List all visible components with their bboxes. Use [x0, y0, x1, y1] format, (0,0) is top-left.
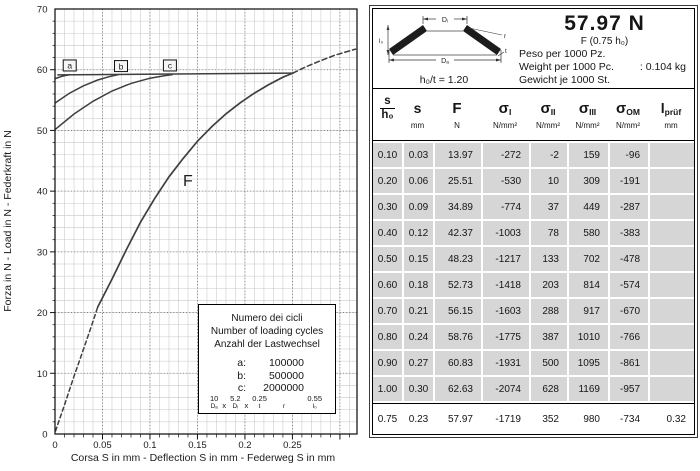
cycle-value: 2000000	[263, 382, 304, 394]
table-cell: 288	[529, 299, 567, 323]
table-cell: 25.51	[433, 169, 481, 193]
weight-value: : 0.104 kg	[639, 61, 686, 73]
table-cell: -670	[608, 299, 648, 323]
x-tick-label: 0	[52, 440, 58, 451]
table-cell: 309	[567, 169, 608, 193]
table-cell: 0.06	[402, 169, 433, 193]
table-cell: 0.15	[402, 247, 433, 271]
symbol: l	[660, 100, 665, 116]
table-cell: 0.12	[402, 221, 433, 245]
left-section-bar	[389, 25, 427, 55]
dimension-column	[307, 395, 322, 410]
table-cell: 814	[567, 273, 608, 297]
y-tick-label: 30	[36, 247, 48, 259]
cycle-marker-label-b: b	[118, 61, 124, 72]
unit-label: mm	[410, 121, 425, 130]
table-cell: 34.89	[433, 195, 481, 219]
y-tick-label: 60	[36, 65, 48, 77]
y-axis-title: Forza in N - Load in N - Federkraft in N	[2, 130, 14, 312]
dimension-column	[230, 395, 240, 410]
arrowhead	[387, 25, 390, 30]
weight-line-en	[515, 61, 694, 74]
table-cell: 980	[567, 404, 608, 435]
cycle-marker-label-c: c	[167, 60, 173, 71]
table-cell: 0.40	[373, 221, 402, 245]
table-cell: -766	[608, 325, 648, 349]
symbol-subscript: I	[508, 107, 512, 117]
arrowhead	[389, 59, 394, 62]
dimension-value: x	[244, 400, 249, 410]
table-cell: -1418	[481, 273, 529, 297]
table-cell: -1003	[481, 221, 529, 245]
table-cell: 0.24	[402, 325, 433, 349]
fraction-denominator: h₀	[381, 108, 394, 121]
table-cell: 0.70	[373, 299, 402, 323]
outer-diameter-label: Dₐ	[441, 58, 449, 65]
arrowhead	[462, 18, 467, 21]
table-cell: 10	[529, 169, 567, 193]
dimension-column	[210, 395, 218, 410]
right-section-bar	[463, 25, 501, 55]
fraction-numerator: s	[380, 96, 394, 109]
table-cell: 0.90	[373, 351, 402, 375]
col-header-s	[402, 89, 433, 130]
table-cell: 0.32	[648, 404, 694, 435]
table-header	[373, 89, 694, 141]
nominal-force-value: 57.97 N	[564, 12, 645, 35]
table-row	[373, 404, 694, 435]
dimension-label: r	[282, 402, 286, 410]
table-cell: -957	[608, 377, 648, 401]
table-cell: 580	[567, 221, 608, 245]
dimension-value: 0.55	[307, 393, 322, 403]
table-cell: 1169	[567, 377, 608, 401]
table-cell: -96	[608, 143, 648, 167]
loading-cycles-legend	[198, 304, 336, 414]
table-cell: 702	[567, 247, 608, 271]
dimension-value: 0.25	[252, 393, 267, 403]
cycle-value: 100000	[268, 357, 304, 369]
table-cell: 0.10	[373, 143, 402, 167]
weight-line-de	[515, 74, 694, 87]
table-cell: 52.73	[433, 273, 481, 297]
table-cell: 0.75	[373, 404, 402, 435]
dimension-label: l₀	[312, 402, 317, 410]
table-cell	[648, 195, 694, 219]
col-header-F	[433, 89, 481, 130]
table-cell: -734	[608, 404, 648, 435]
table-cell: 0.30	[402, 377, 433, 401]
dimension-column	[222, 402, 226, 410]
table-cell: 352	[529, 404, 567, 435]
table-row	[373, 169, 694, 193]
x-axis-title: Corsa S in mm - Deflection S in mm - Federweg S in mm	[70, 452, 336, 464]
table-cell: 203	[529, 273, 567, 297]
table-cell: 133	[529, 247, 567, 271]
symbol: F	[452, 99, 462, 117]
dimension-value: 10	[210, 393, 219, 403]
free-height-label: l₀	[379, 38, 384, 45]
force-condition: F (0.75 h₀)	[580, 36, 629, 47]
col-header-l-pruef	[648, 89, 694, 130]
table-cell: 1095	[567, 351, 608, 375]
cycle-count-row	[230, 382, 304, 395]
table-row	[373, 221, 694, 245]
fatigue-curve-b-500000-cycles	[56, 75, 119, 103]
symbol: s	[413, 100, 422, 116]
table-cell	[648, 273, 694, 297]
symbol: σ	[498, 99, 509, 117]
table-cell: 917	[567, 299, 608, 323]
table-row	[373, 351, 694, 375]
legend-title-it: Numero dei cicli	[231, 313, 303, 324]
table-cell: 0.60	[373, 273, 402, 297]
dimension-label: Dᵢ	[232, 402, 239, 410]
cycle-count-row	[230, 357, 304, 370]
dimension-column	[252, 395, 267, 410]
table-cell: -530	[481, 169, 529, 193]
arrowhead	[496, 59, 501, 62]
dimension-value: 5.2	[230, 393, 241, 403]
table-cell: 0.18	[402, 273, 433, 297]
table-test-point-row	[373, 403, 694, 435]
symbol: σ	[540, 99, 551, 117]
dimension-column	[283, 403, 285, 410]
table-cell: 1010	[567, 325, 608, 349]
spring-cross-section	[373, 9, 515, 88]
cycle-count-list	[207, 357, 327, 395]
table-cell: 13.97	[433, 143, 481, 167]
table-cell	[648, 377, 694, 401]
col-header-sigma-om	[608, 89, 648, 130]
table-cell	[648, 351, 694, 375]
table-row	[373, 247, 694, 271]
cycle-count-row	[230, 370, 304, 383]
table-cell: 0.50	[373, 247, 402, 271]
table-cell: -2074	[481, 377, 529, 401]
table-cell: 387	[529, 325, 567, 349]
table-cell: 48.23	[433, 247, 481, 271]
table-cell: -2	[529, 143, 567, 167]
table-cell: 449	[567, 195, 608, 219]
col-header-s-h0	[373, 89, 402, 121]
spring-info-box	[373, 9, 694, 89]
table-cell: 628	[529, 377, 567, 401]
unit-label: N/mm²	[616, 121, 640, 130]
table-cell: -478	[608, 247, 648, 271]
table-cell: 0.09	[402, 195, 433, 219]
table-row	[373, 325, 694, 349]
spec-panel	[372, 8, 695, 435]
arrowhead	[423, 18, 428, 21]
table-cell: 60.83	[433, 351, 481, 375]
radius-label: r	[504, 33, 507, 40]
h0-t-ratio: h₀/t = 1.20	[419, 74, 469, 86]
table-cell	[648, 169, 694, 193]
inner-diameter-label: Dᵢ	[441, 17, 449, 24]
table-cell: -574	[608, 273, 648, 297]
load-deflection-curve-initial-dashed	[56, 307, 98, 431]
curve-f-label: F	[183, 173, 193, 190]
table-cell: -383	[608, 221, 648, 245]
table-cell: -1603	[481, 299, 529, 323]
unit-label: N/mm²	[575, 121, 600, 130]
x-tick-label: 0.1	[143, 440, 157, 451]
cycle-marker-label-a: a	[67, 60, 73, 71]
col-header-sigma-3	[567, 89, 608, 130]
x-tick-label: 0.25	[283, 440, 302, 451]
table-cell: 57.97	[433, 404, 481, 435]
table-cell: 0.03	[402, 143, 433, 167]
table-row	[373, 195, 694, 219]
table-cell	[648, 221, 694, 245]
x-tick-label: 0.2	[238, 440, 252, 451]
symbol: σ	[616, 99, 627, 117]
x-tick-label: 0.05	[93, 440, 112, 451]
table-row	[373, 299, 694, 323]
table-cell: 159	[567, 143, 608, 167]
table-cell: 78	[529, 221, 567, 245]
symbol-subscript: II	[550, 107, 556, 117]
x-tick-label: 0.15	[188, 440, 207, 451]
unit-label: N/mm²	[493, 121, 517, 130]
weight-label-en: Weight per 1000 Pc.	[519, 61, 614, 73]
spring-diagram	[379, 12, 511, 68]
table-cell: -191	[608, 169, 648, 193]
table-cell	[648, 299, 694, 323]
table-body	[373, 141, 694, 401]
dimension-value: x	[222, 400, 227, 410]
symbol-subscript: OM	[626, 107, 640, 117]
table-cell	[648, 247, 694, 271]
table-cell: -1775	[481, 325, 529, 349]
unit-label: N	[454, 121, 460, 130]
table-cell: 0.23	[402, 404, 433, 435]
cycle-key: c:	[237, 382, 246, 394]
thickness-label: t	[505, 48, 507, 55]
table-cell	[648, 143, 694, 167]
table-cell: 500	[529, 351, 567, 375]
table-row	[373, 377, 694, 401]
weight-line-it	[515, 48, 694, 61]
load-deflection-curve	[98, 73, 293, 307]
table-row	[373, 143, 694, 167]
table-cell: -272	[481, 143, 529, 167]
table-cell: -1931	[481, 351, 529, 375]
cycle-key: b:	[237, 369, 246, 382]
table-cell: 62.63	[433, 377, 481, 401]
y-tick-label: 10	[36, 368, 48, 380]
col-header-sigma-1	[481, 89, 529, 130]
table-cell: 0.80	[373, 325, 402, 349]
dimension-label: t	[258, 402, 261, 410]
table-cell: 0.27	[402, 351, 433, 375]
table-cell: 1.00	[373, 377, 402, 401]
weight-label-de: Gewicht je 1000 St.	[519, 74, 611, 86]
table-cell: 37	[529, 195, 567, 219]
symbol-subscript: prüf	[664, 107, 682, 117]
legend-title-en: Number of loading cycles	[210, 326, 324, 337]
spring-dimension-spec	[207, 395, 327, 410]
table-cell: -1719	[481, 404, 529, 435]
unit-label: mm	[664, 121, 678, 130]
table-cell: 0.21	[402, 299, 433, 323]
dimension-column	[245, 402, 249, 410]
table-cell: -287	[608, 195, 648, 219]
table-row	[373, 273, 694, 297]
y-tick-label: 20	[36, 308, 48, 320]
table-cell: 56.15	[433, 299, 481, 323]
y-tick-label: 0	[42, 429, 48, 441]
table-cell: -861	[608, 351, 648, 375]
table-cell: -774	[481, 195, 529, 219]
y-tick-label: 40	[36, 186, 48, 198]
weight-label-it: Peso per 1000 Pz.	[519, 48, 606, 60]
table-cell: 58.76	[433, 325, 481, 349]
table-cell	[648, 325, 694, 349]
legend-title-de: Anzahl der Lastwechsel	[214, 339, 320, 350]
fatigue-curve-c-2000000-cycles	[56, 75, 173, 130]
cycle-key: a:	[237, 357, 246, 369]
table-cell: -1217	[481, 247, 529, 271]
dimension-label: Dₐ	[210, 402, 218, 410]
cycle-value: 500000	[268, 369, 304, 382]
table-cell: 42.37	[433, 221, 481, 245]
force-spec	[515, 9, 694, 88]
y-tick-label: 70	[36, 4, 48, 16]
symbol-subscript: III	[589, 107, 597, 117]
symbol: σ	[578, 99, 590, 117]
table-cell: 0.30	[373, 195, 402, 219]
unit-label: N/mm²	[536, 121, 560, 130]
col-header-sigma-2	[529, 89, 567, 130]
table-cell: 0.20	[373, 169, 402, 193]
y-tick-label: 50	[36, 125, 48, 137]
